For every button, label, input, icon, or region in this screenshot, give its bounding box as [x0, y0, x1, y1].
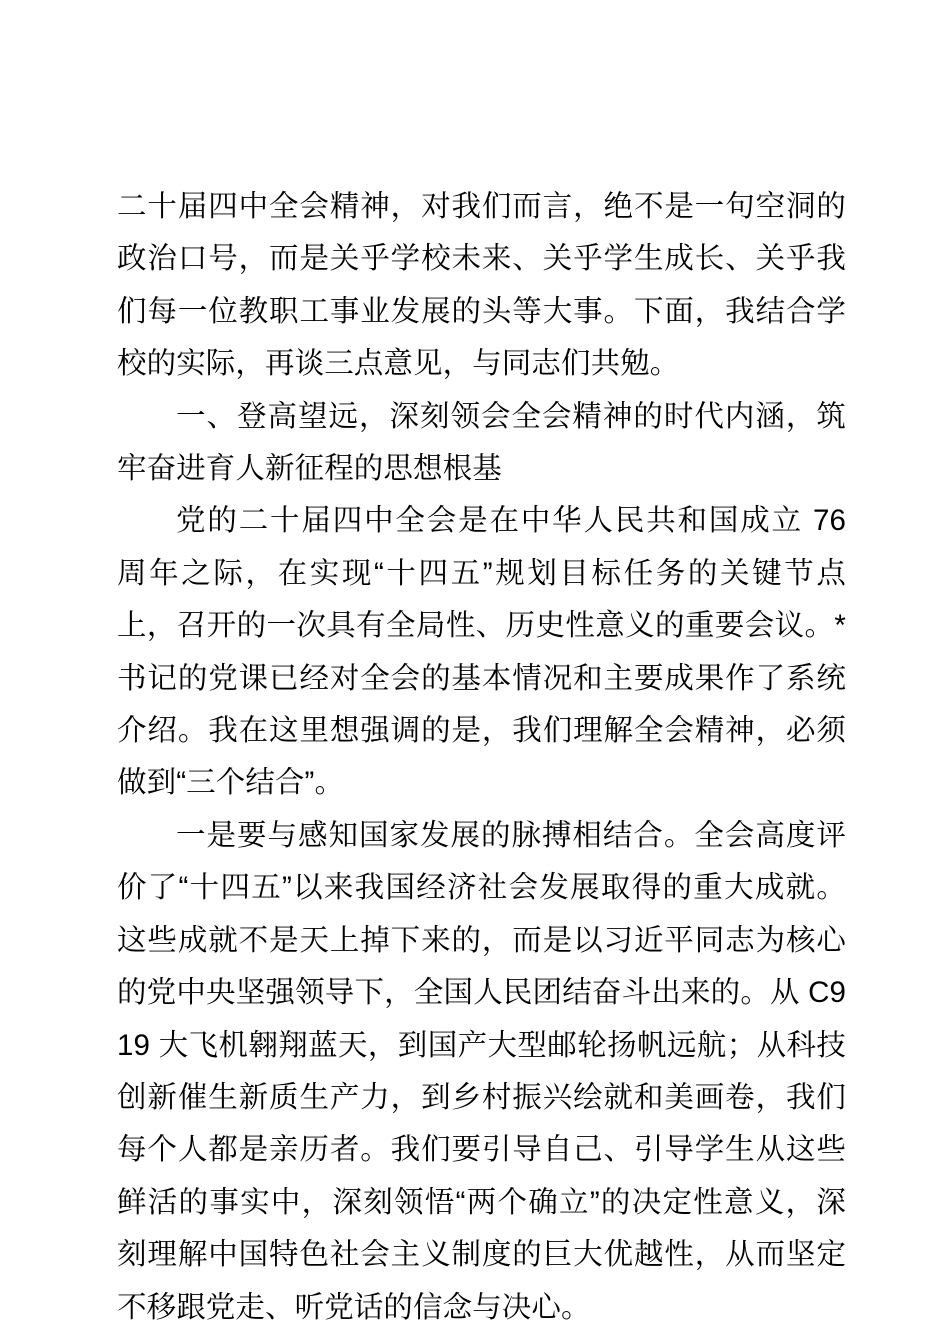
paragraph-point-one: 一是要与感知国家发展的脉搏相结合。全会高度评价了“十四五”以来我国经济社会发展取得的重大成就。这些成就不是天上掉下来的，而是以习近平同志为核心的党中央坚强领导下，全国人民团结奋斗出来的。从 C919 大飞机翱翔蓝天，到国产大型邮轮扬帆远航；从科技创新催生新质生产力，到乡村振兴绘就和美画卷，我们每个人都是亲历者。我们要引导自己、引导学生从这些鲜活的事实中，深刻领悟“两个确立”的决定性意义，深刻理解中国特色社会主义制度的巨大优越性，从而坚定不移跟党走、听党话的信念与决心。: [117, 818, 846, 1324]
document-body: [117, 181, 846, 1334]
section-heading-one: 一、登高望远，深刻领会全会精神的时代内涵，筑牢奋进育人新征程的思想根基: [117, 399, 846, 486]
paragraph-plenary-overview: 党的二十届四中全会是在中华人民共和国成立 76 周年之际，在实现“十四五”规划目标任务的关键节点上，召开的一次具有全局性、历史性意义的重要会议。*书记的党课已经对全会的基本情况和主要成果作了系统介绍。我在这里想强调的是，我们理解全会精神，必须做到“三个结合”。: [117, 504, 846, 800]
paragraph-intro-continuation: 二十届四中全会精神，对我们而言，绝不是一句空洞的政治口号，而是关乎学校未来、关乎学生成长、关乎我们每一位教职工事业发展的头等大事。下面，我结合学校的实际，再谈三点意见，与同志们共勉。: [117, 190, 846, 381]
